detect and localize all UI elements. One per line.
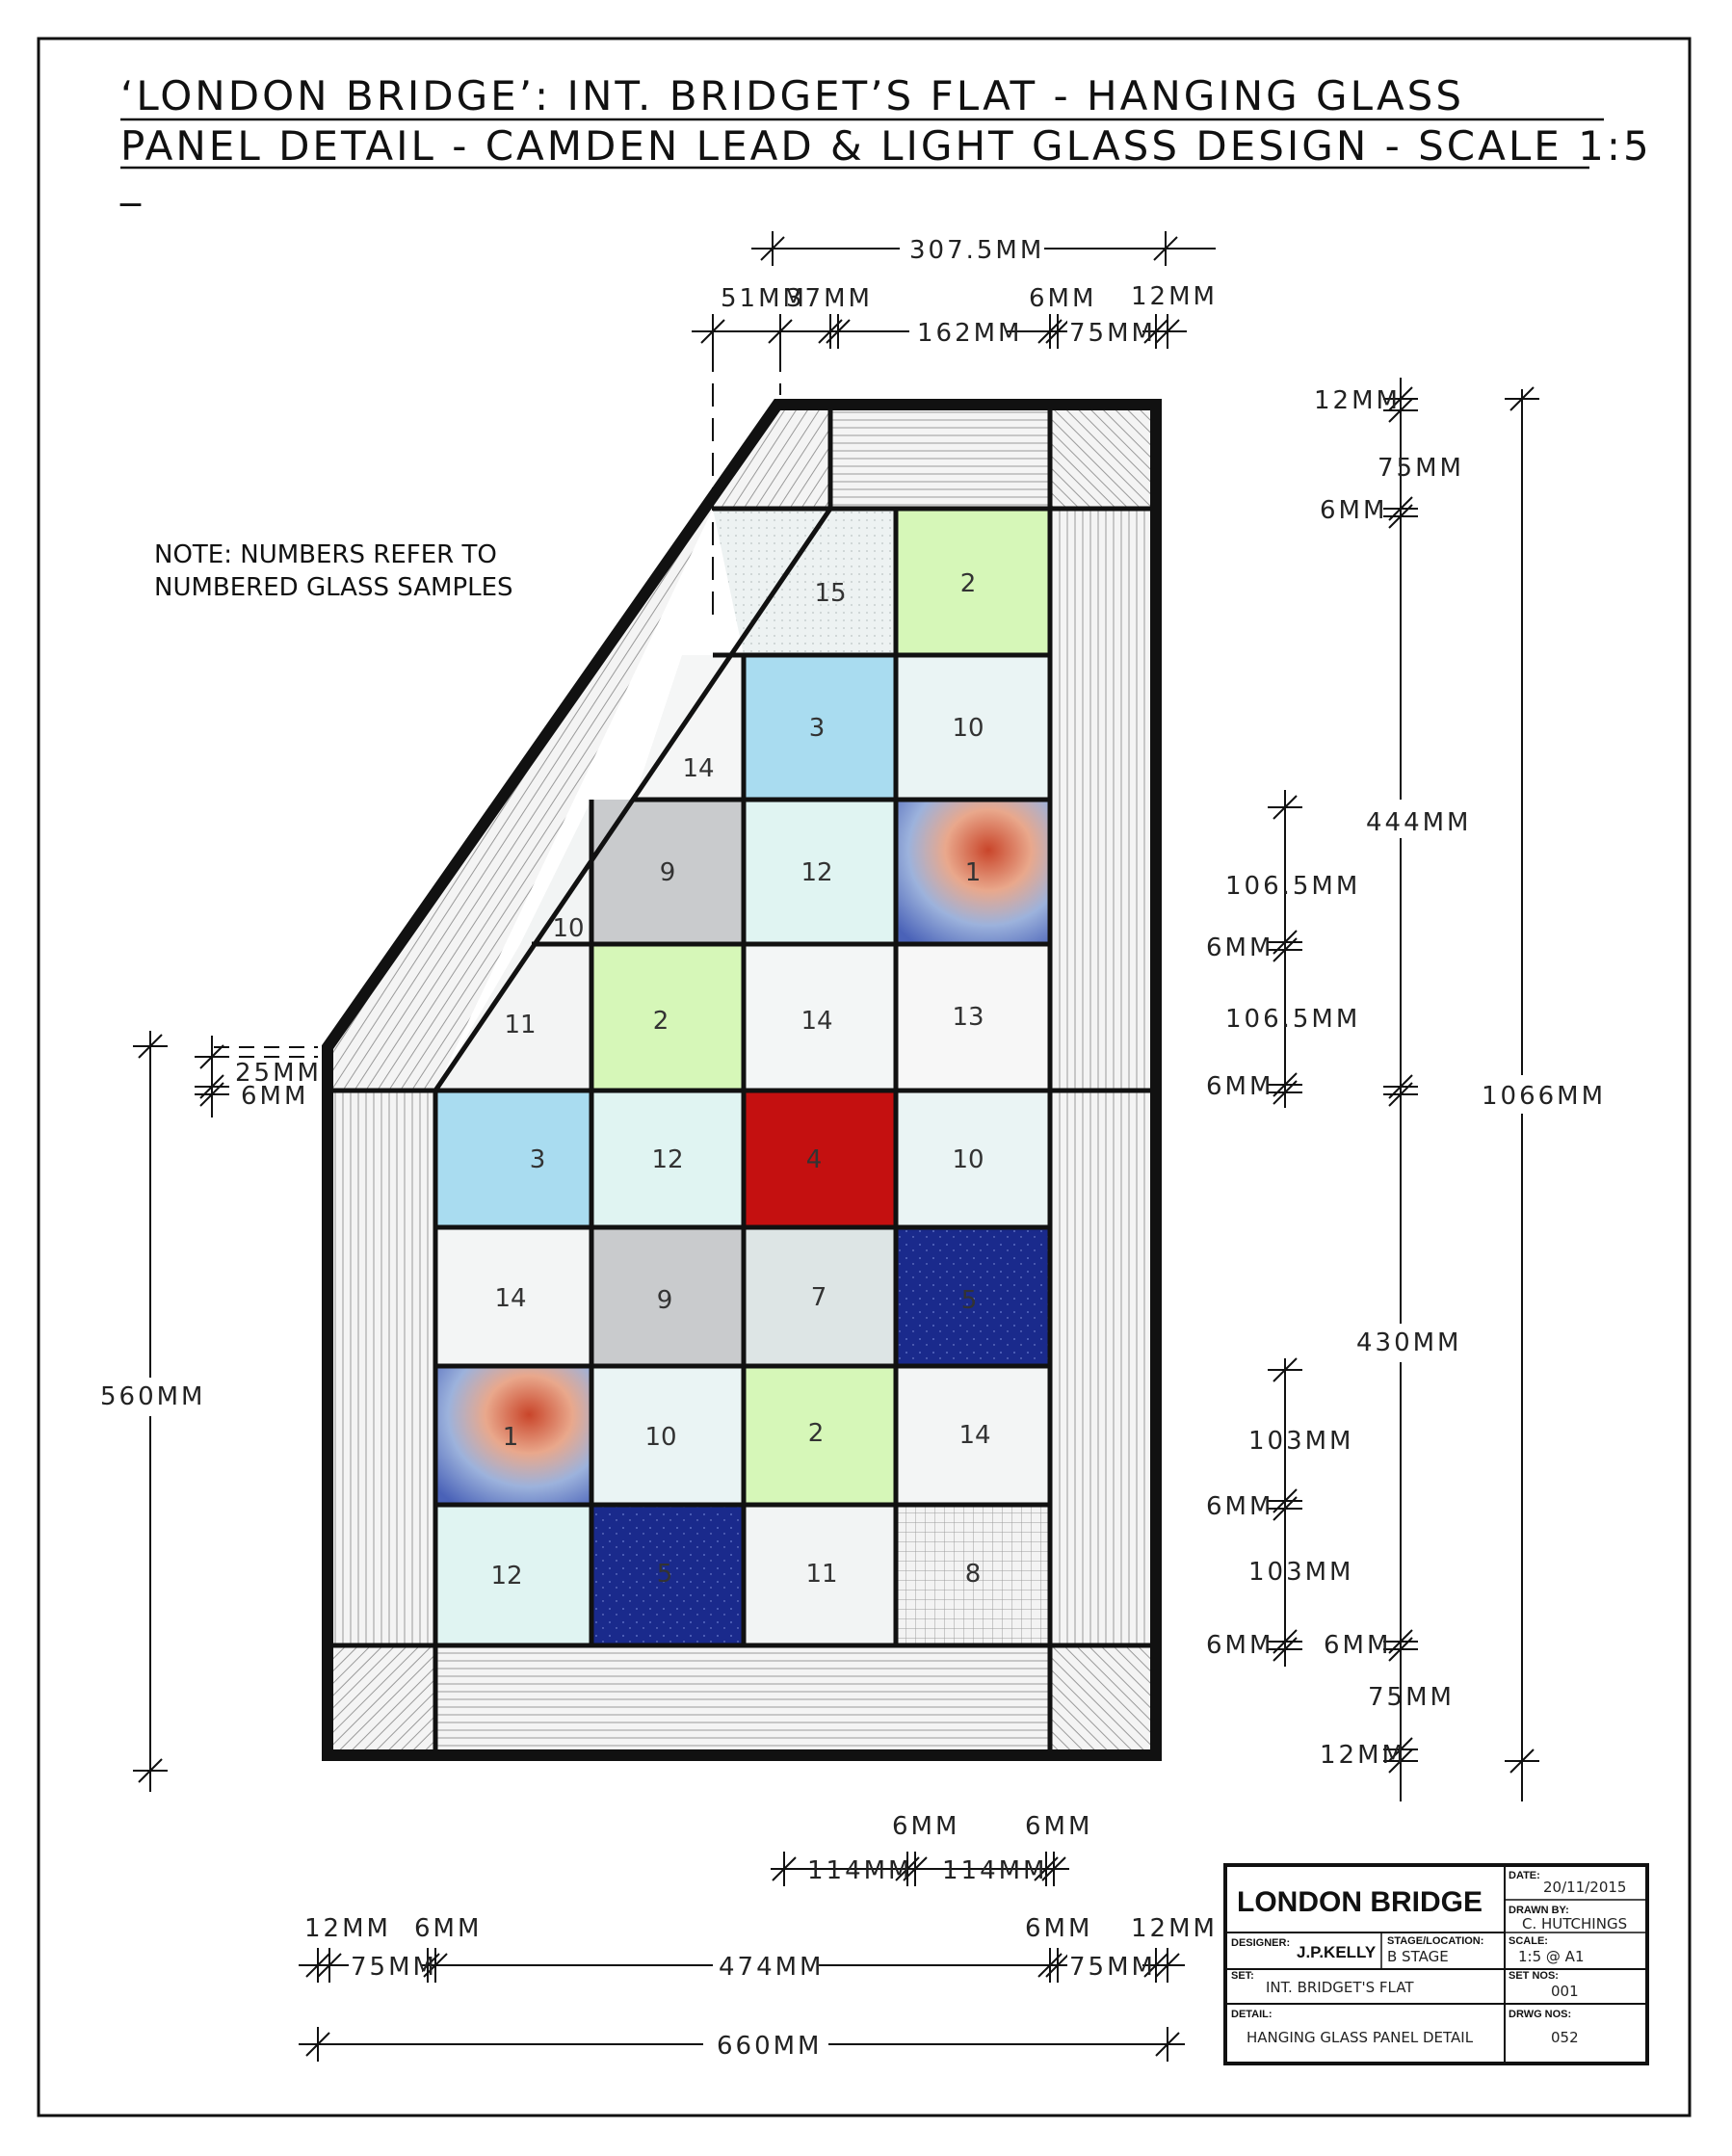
glass-number: 15: [814, 579, 847, 608]
title-block-set-nos: 001: [1551, 1983, 1579, 2000]
glass-number: 12: [800, 858, 833, 887]
dim-bottom-6-b: 6MM: [1025, 1812, 1093, 1841]
dim-inner-103-a: 103MM: [1248, 1427, 1354, 1456]
dim-top-6: 6MM: [1029, 284, 1097, 313]
glass-number: 7: [810, 1283, 827, 1312]
dim-right-75-bottom: 75MM: [1368, 1683, 1455, 1712]
glass-number: 3: [529, 1145, 546, 1174]
title-block-designer: J.P.KELLY: [1297, 1943, 1377, 1961]
dim-left-25: 25MM: [235, 1059, 322, 1088]
glass-number: 5: [960, 1286, 978, 1315]
title-line-1: ‘LONDON BRIDGE’: INT. BRIDGET’S FLAT - HANGING GLASS: [120, 72, 1464, 119]
corner-glass-bottom-right: [1050, 1645, 1156, 1755]
dim-inner-106-b: 106.5MM: [1225, 1005, 1361, 1034]
title-block: [1225, 1865, 1647, 2064]
glass-number: 10: [952, 1145, 984, 1174]
dim-left-6: 6MM: [241, 1082, 309, 1111]
title-block-set-label: SET:: [1231, 1970, 1254, 1982]
dim-top-12: 12MM: [1131, 282, 1218, 311]
dim-bottom-6-left: 6MM: [414, 1914, 483, 1943]
dim-bottom-12-right: 12MM: [1131, 1914, 1218, 1943]
glass-panel: [328, 405, 1156, 1755]
glass-cell: [435, 1091, 591, 1227]
glass-number: 10: [552, 914, 585, 943]
glass-number: 4: [805, 1145, 823, 1174]
dim-top-162: 162MM: [917, 319, 1023, 348]
glass-number: 14: [800, 1007, 833, 1036]
glass-number: 3: [808, 714, 826, 743]
glass-number: 10: [952, 714, 984, 743]
dim-bottom-6-a: 6MM: [892, 1812, 960, 1841]
title-block-scale: 1:5 @ A1: [1518, 1948, 1585, 1965]
glass-number: 10: [644, 1423, 677, 1452]
title-block-drawn-label: DRAWN BY:: [1509, 1905, 1569, 1916]
dim-bottom-114-b: 114MM: [942, 1856, 1048, 1885]
glass-number: 14: [494, 1284, 527, 1313]
title-block-set-nos-label: SET NOS:: [1509, 1970, 1559, 1982]
title-block-date-label: DATE:: [1509, 1870, 1540, 1881]
glass-number: 1: [502, 1423, 519, 1452]
title-block-designer-label: DESIGNER:: [1231, 1937, 1291, 1949]
glass-number: 9: [659, 858, 676, 887]
glass-number: 13: [952, 1003, 984, 1032]
title-block-detail: HANGING GLASS PANEL DETAIL: [1247, 2029, 1474, 2046]
dim-right-1066: 1066MM: [1482, 1082, 1607, 1111]
right-border-glass: [1050, 509, 1156, 1645]
title-block-scale-label: SCALE:: [1509, 1935, 1548, 1947]
dim-inner-6-d: 6MM: [1206, 1631, 1274, 1660]
dim-inner-103-b: 103MM: [1248, 1558, 1354, 1587]
dim-bottom-12-left: 12MM: [304, 1914, 391, 1943]
dim-inner-106-a: 106.5MM: [1225, 872, 1361, 901]
title-block-date: 20/11/2015: [1543, 1879, 1627, 1896]
dim-right-430: 430MM: [1356, 1328, 1462, 1357]
dim-bottom-474: 474MM: [719, 1953, 825, 1982]
drawing-title: [119, 72, 1652, 206]
left-border-glass: [328, 1091, 435, 1645]
dim-top-51: 51MM: [721, 284, 807, 313]
glass-number: 2: [807, 1419, 825, 1448]
dim-inner-6-a: 6MM: [1206, 933, 1274, 962]
dim-right-6-bottom: 6MM: [1324, 1631, 1392, 1660]
corner-glass-top-right: [1050, 405, 1156, 509]
dim-bottom-75-left: 75MM: [351, 1953, 437, 1982]
glass-number: 2: [652, 1007, 669, 1036]
glass-number: 8: [964, 1560, 982, 1589]
dim-top-overall: 307.5MM: [909, 236, 1045, 265]
glass-cell: [713, 509, 896, 655]
title-block-set: INT. BRIDGET'S FLAT: [1266, 1979, 1414, 1996]
title-block-project: LONDON BRIDGE: [1237, 1886, 1483, 1918]
glass-number: 14: [958, 1421, 991, 1450]
glass-number: 11: [504, 1011, 537, 1039]
title-line-2: PANEL DETAIL - CAMDEN LEAD & LIGHT GLASS DESIGN - SCALE 1:5: [120, 122, 1652, 170]
dim-right-6-top: 6MM: [1320, 496, 1388, 525]
dim-inner-6-b: 6MM: [1206, 1072, 1274, 1101]
dim-right-12-top: 12MM: [1314, 386, 1401, 415]
glass-number: 2: [959, 569, 977, 598]
dim-bottom-6-right: 6MM: [1025, 1914, 1093, 1943]
note-line-2: NUMBERED GLASS SAMPLES: [154, 573, 513, 602]
glass-number: 5: [656, 1560, 673, 1589]
dim-bottom-114-a: 114MM: [807, 1856, 913, 1885]
glass-number: 1: [964, 858, 982, 887]
title-block-drwg-label: DRWG NOS:: [1509, 2009, 1572, 2020]
title-block-detail-label: DETAIL:: [1231, 2009, 1273, 2020]
corner-glass-bottom-left: [328, 1645, 435, 1755]
title-block-drawn-by: C. HUTCHINGS: [1522, 1915, 1628, 1933]
glass-number: 14: [682, 754, 715, 783]
dim-right-444: 444MM: [1366, 808, 1472, 837]
dim-top-37: 37MM: [786, 284, 873, 313]
dim-left-560: 560MM: [100, 1382, 206, 1411]
glass-note: [154, 540, 513, 602]
title-block-drwg-nos: 052: [1551, 2029, 1579, 2046]
title-dash: _: [120, 159, 144, 206]
title-block-stage-label: STAGE/LOCATION:: [1387, 1935, 1484, 1947]
bottom-border-glass: [435, 1645, 1050, 1755]
note-line-1: NOTE: NUMBERS REFER TO: [154, 540, 497, 569]
dim-bottom-75-right: 75MM: [1069, 1953, 1156, 1982]
dim-top-75: 75MM: [1069, 319, 1156, 348]
title-block-stage: B STAGE: [1387, 1948, 1449, 1965]
glass-number: 12: [651, 1145, 684, 1174]
glass-number: 12: [490, 1562, 523, 1591]
dim-inner-6-c: 6MM: [1206, 1492, 1274, 1521]
dim-right-12-bottom: 12MM: [1320, 1741, 1406, 1770]
top-border-glass: [830, 405, 1050, 509]
glass-number: 11: [805, 1560, 838, 1589]
dim-right-75-top: 75MM: [1378, 454, 1464, 483]
dim-bottom-660: 660MM: [717, 2032, 823, 2061]
glass-number: 9: [656, 1286, 673, 1315]
